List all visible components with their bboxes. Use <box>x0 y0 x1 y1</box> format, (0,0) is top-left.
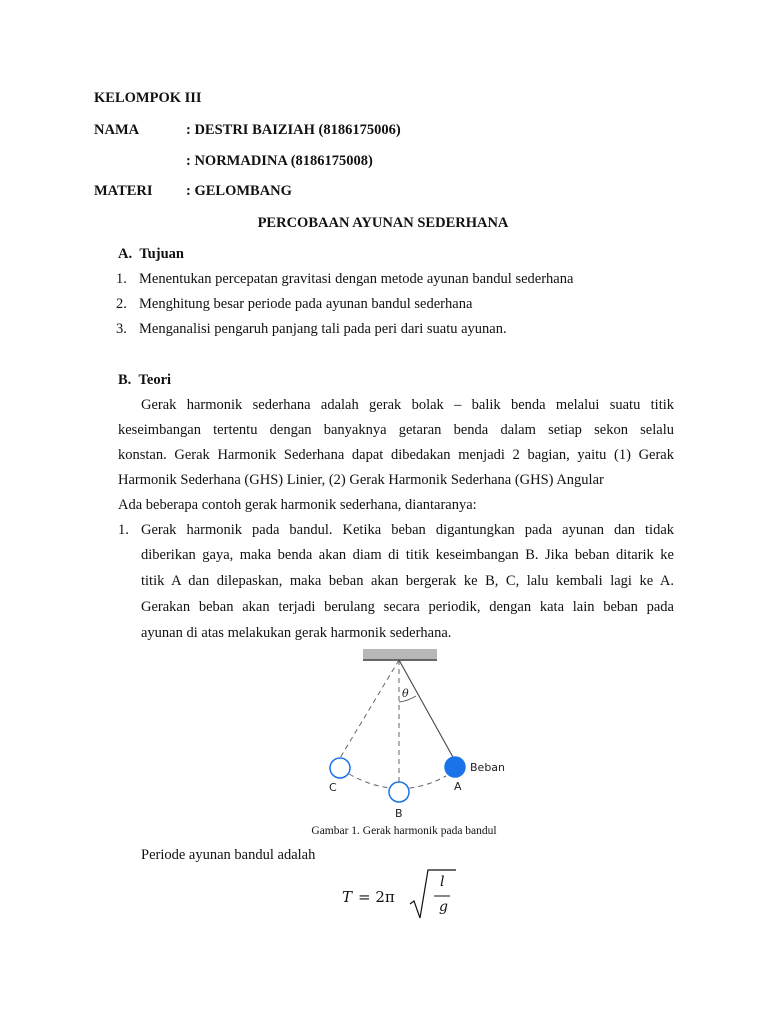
pendulum-support <box>363 649 437 659</box>
list-item: Menganalisi pengaruh panjang tali pada peri dari suatu ayunan. <box>139 321 507 337</box>
paragraph-line: Gerak harmonik sederhana adalah gerak bolak – balik benda melalui suatu titik <box>141 397 674 413</box>
period-formula <box>340 868 460 924</box>
example-line: diberikan gaya, maka benda akan diam di titik keseimbangan B. Jika beban ditarik ke <box>141 547 674 563</box>
group-label: KELOMPOK III <box>94 90 202 106</box>
example-line: Gerakan beban akan terjadi berulang secara periodik, dengan kata lain beban pada <box>141 599 674 615</box>
figure-caption: Gambar 1. Gerak harmonik pada bandul <box>311 825 497 837</box>
formula-denominator: g <box>439 899 448 915</box>
position-c-circle <box>330 758 350 778</box>
name-value-1: : DESTRI BAIZIAH (8186175006) <box>186 122 401 138</box>
theta-label: θ <box>402 687 409 700</box>
example-line: titik A dan dilepaskan, maka beban akan bergerak ke B, C, lalu kembali lagi ke A. <box>141 573 674 589</box>
materi-label: MATERI <box>94 183 153 199</box>
formula-coefficient: = 2π <box>358 888 395 906</box>
materi-value: : GELOMBANG <box>186 183 292 199</box>
point-b-label: B <box>395 807 403 820</box>
period-intro: Periode ayunan bandul adalah <box>141 847 316 863</box>
list-number: 3. <box>116 321 127 337</box>
pendulum-bob <box>445 757 465 777</box>
examples-intro: Ada beberapa contoh gerak harmonik sederhana, diantaranya: <box>118 497 477 513</box>
sqrt-icon <box>408 868 458 924</box>
document-title: PERCOBAAN AYUNAN SEDERHANA <box>257 215 509 231</box>
list-number: 1. <box>116 271 127 287</box>
example-line: Gerak harmonik pada bandul. Ketika beban digantungkan pada ayunan dan tidak <box>141 522 674 538</box>
name-value-2: : NORMADINA (8186175008) <box>186 153 373 169</box>
example-line: ayunan di atas melakukan gerak harmonik sederhana. <box>141 625 452 641</box>
list-number: 2. <box>116 296 127 312</box>
position-b-circle <box>389 782 409 802</box>
string-to-a <box>399 660 454 759</box>
list-item: Menentukan percepatan gravitasi dengan metode ayunan bandul sederhana <box>139 271 574 287</box>
pendulum-figure <box>300 640 530 825</box>
section-b-heading: B. Teori <box>118 372 172 388</box>
name-label: NAMA <box>94 122 140 138</box>
paragraph-line: Harmonik Sederhana (GHS) Linier, (2) Gerak Harmonik Sederhana (GHS) Angular <box>118 472 604 488</box>
string-to-c <box>340 660 399 758</box>
paragraph-line: keseimbangan tertentu dengan banyaknya getaran benda dalam setiap sekon selalu <box>118 422 674 438</box>
formula-lhs: T <box>342 888 353 906</box>
section-a-heading: A. Tujuan <box>118 246 184 262</box>
point-c-label: C <box>329 781 337 794</box>
formula-numerator: l <box>440 874 445 890</box>
list-item: Menghitung besar periode pada ayunan bandul sederhana <box>139 296 473 312</box>
paragraph-line: konstan. Gerak Harmonik Sederhana dapat dibedakan menjadi 2 bagian, yaitu (1) Gerak <box>118 447 674 463</box>
point-a-label: A <box>454 780 462 793</box>
list-number: 1. <box>118 522 129 538</box>
beban-label: Beban <box>470 761 506 774</box>
